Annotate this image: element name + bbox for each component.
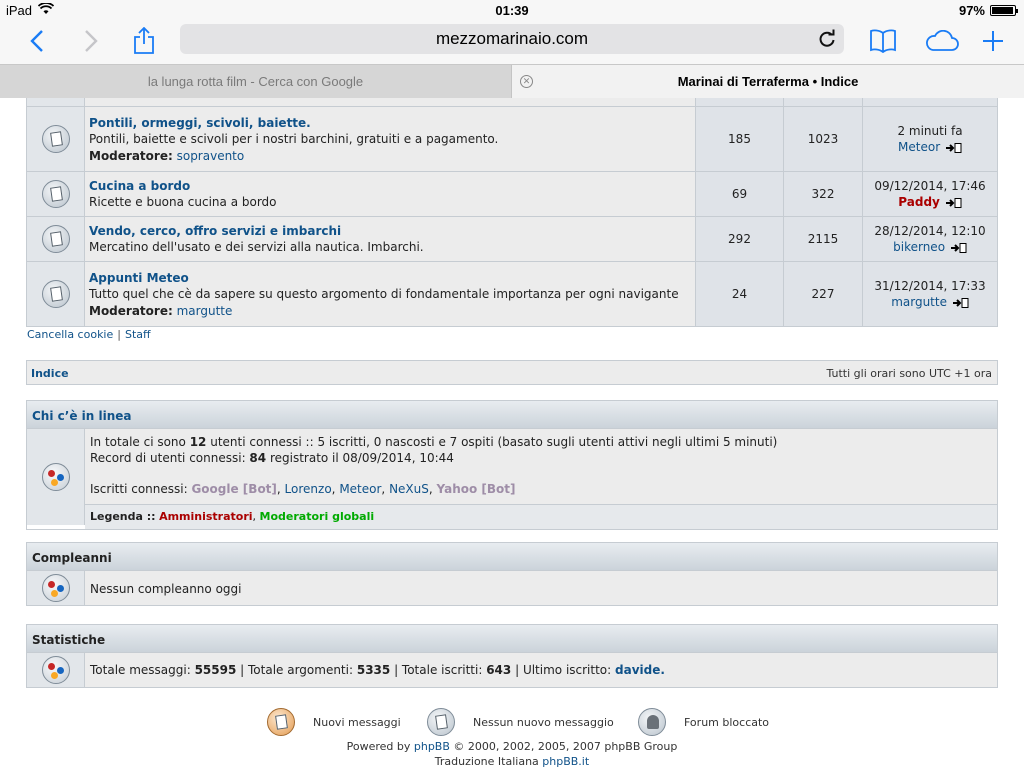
user-link[interactable]: NeXuS <box>389 482 429 496</box>
online-record: Record di utenti connessi: 84 registrato il 08/09/2014, 10:44 <box>90 451 454 465</box>
online-count: 12 <box>189 435 207 449</box>
last-post-user-link[interactable]: bikerneo <box>893 240 946 254</box>
online-info <box>85 429 997 529</box>
icon-legend <box>0 708 1024 738</box>
table-cell <box>696 98 784 107</box>
last-post <box>863 262 998 327</box>
indice-link[interactable]: Indice <box>31 367 69 380</box>
book-icon <box>869 29 897 53</box>
device-label: iPad <box>6 3 33 18</box>
last-post-user-link[interactable]: Paddy <box>898 195 940 209</box>
posts-count: 2115 <box>784 217 863 262</box>
topics-count: 185 <box>696 107 784 172</box>
legend-global-mods-link[interactable]: Moderatori globali <box>259 510 375 523</box>
legend-admin-link[interactable]: Amministratori <box>159 510 253 523</box>
forum-title-link[interactable]: Pontili, ormeggi, scivoli, baiette. <box>89 115 311 130</box>
forum-info <box>85 172 696 217</box>
tab-bar <box>0 64 1024 98</box>
battery-icon <box>990 5 1016 16</box>
topics-count: 292 <box>696 217 784 262</box>
go-to-last-post-icon[interactable] <box>946 143 962 153</box>
forum-info <box>85 217 696 262</box>
forum-row <box>27 107 998 172</box>
tab-google-search[interactable] <box>0 65 512 98</box>
total-topics: 5335 <box>356 663 391 677</box>
new-tab-button[interactable] <box>976 25 1010 57</box>
forum-icon-cell <box>27 217 85 262</box>
forum-description: Tutto quel che cè da sapere su questo argomento di fondamentale importanza per ogni navigante <box>89 286 679 301</box>
moderator-link[interactable]: margutte <box>176 303 233 318</box>
footer-links <box>27 328 151 341</box>
user-link[interactable]: Meteor <box>339 482 382 496</box>
table-cell <box>85 98 696 107</box>
page-content <box>0 98 1024 768</box>
new-posts-icon <box>267 708 295 736</box>
no-new-posts-icon <box>42 125 70 153</box>
forum-moderator <box>89 149 691 163</box>
phpbb-it-link[interactable]: phpBB.it <box>542 755 590 768</box>
reload-button[interactable] <box>816 28 838 50</box>
panel-body <box>27 653 997 687</box>
table-row-partial <box>27 98 998 107</box>
forum-icon-cell <box>27 107 85 172</box>
last-post <box>863 107 998 172</box>
birthdays-panel <box>26 542 998 606</box>
forum-info <box>85 107 696 172</box>
chevron-left-icon <box>29 29 45 53</box>
forum-title-link[interactable]: Appunti Meteo <box>89 270 189 285</box>
no-new-posts-icon <box>42 180 70 208</box>
forum-icon-cell <box>27 172 85 217</box>
last-post-time: 31/12/2014, 17:33 <box>874 279 986 293</box>
topics-count: 69 <box>696 172 784 217</box>
moderator-label: Moderatore: <box>89 303 173 318</box>
battery-percent: 97% <box>958 3 985 18</box>
forum-info <box>85 262 696 327</box>
forward-button[interactable] <box>74 25 108 57</box>
forum-moderator <box>89 304 691 318</box>
group-legend: Legenda :: Amministratori, Moderatori globali <box>85 504 997 529</box>
panel-icon-cell <box>27 653 85 687</box>
user-link[interactable]: Lorenzo <box>284 482 332 496</box>
posts-count: 322 <box>784 172 863 217</box>
registered-label: Iscritti connessi: <box>90 482 192 496</box>
phpbb-link[interactable]: phpBB <box>413 740 450 753</box>
panel-icon-cell <box>27 429 85 525</box>
newest-member-link[interactable]: davide. <box>615 663 665 677</box>
separator: | <box>117 328 121 341</box>
legend-item <box>427 708 614 736</box>
tab-marinai-indice[interactable] <box>512 65 1024 98</box>
tab-label: Marinai di Terraferma • Indice <box>677 74 859 89</box>
last-post-time: 28/12/2014, 12:10 <box>874 224 986 238</box>
no-new-posts-icon <box>427 708 455 736</box>
powered-by: Powered by phpBB © 2000, 2002, 2005, 2007 phpBB Group <box>346 740 678 753</box>
forum-description: Ricette e buona cucina a bordo <box>89 195 277 209</box>
user-link[interactable]: Yahoo [Bot] <box>436 482 516 496</box>
close-tab-icon[interactable]: ✕ <box>520 75 533 88</box>
forum-row <box>27 217 998 262</box>
legend-new-label: Nuovi messaggi <box>313 715 401 729</box>
user-link[interactable]: Google [Bot] <box>191 482 277 496</box>
timezone-info: Tutti gli orari sono UTC +1 ora <box>826 367 992 380</box>
status-bar <box>0 0 1024 22</box>
legend-item <box>267 708 401 736</box>
last-post-user-link[interactable]: margutte <box>891 295 947 309</box>
cloud-icon <box>924 30 960 52</box>
last-post-time: 09/12/2014, 17:46 <box>874 179 986 193</box>
statistics-title: Statistiche <box>27 625 997 653</box>
go-to-last-post-icon[interactable] <box>951 243 967 253</box>
no-new-posts-icon <box>42 225 70 253</box>
forum-row <box>27 172 998 217</box>
last-post-user-link[interactable]: Meteor <box>898 140 941 154</box>
navbar-indice <box>26 360 998 385</box>
delete-cookies-link[interactable]: Cancella cookie <box>27 328 114 341</box>
online-total: In totale ci sono 12 utenti connessi :: 5 iscritti, 0 nascosti e 7 ospiti (basato sugli utenti attivi negli ultimi 5 minuti) <box>90 435 778 449</box>
total-posts: 55595 <box>194 663 237 677</box>
legend-label: Legenda :: <box>90 510 156 523</box>
moderator-link[interactable]: sopravento <box>176 148 245 163</box>
statistics-text: Totale messaggi: 55595 | Totale argomenti: 5335 | Totale iscritti: 643 | Ultimo iscritto: davide. <box>85 653 997 687</box>
chevron-right-icon <box>83 29 99 53</box>
registered-online: Iscritti connessi: Google [Bot], Lorenzo, Meteor, NeXuS, Yahoo [Bot] <box>90 482 516 496</box>
statistics-panel <box>26 624 998 688</box>
url-text: mezzomarinaio.com <box>435 29 589 48</box>
who-is-online-title[interactable]: Chi c’è in linea <box>27 401 997 429</box>
forum-title-link[interactable]: Cucina a bordo <box>89 179 191 193</box>
moderator-label: Moderatore: <box>89 148 173 163</box>
panel-body <box>27 429 997 529</box>
last-post-time: 2 minuti fa <box>897 124 963 138</box>
legend-item <box>638 708 769 736</box>
users-online-icon <box>42 463 70 491</box>
share-button[interactable] <box>127 25 161 57</box>
birthdays-title: Compleanni <box>27 543 997 571</box>
table-cell <box>784 98 863 107</box>
forum-row <box>27 262 998 327</box>
legend-none-label: Nessun nuovo messaggio <box>473 715 614 729</box>
last-post <box>863 172 998 217</box>
go-to-last-post-icon[interactable] <box>953 298 969 308</box>
birthdays-text: Nessun compleanno oggi <box>85 571 997 605</box>
lock-icon <box>638 708 666 736</box>
go-to-last-post-icon[interactable] <box>946 198 962 208</box>
no-new-posts-icon <box>42 280 70 308</box>
icloud-tabs-button[interactable] <box>922 25 962 57</box>
translation-credit: Traduzione Italiana phpBB.it <box>434 755 590 768</box>
staff-link[interactable]: Staff <box>124 328 151 341</box>
forum-list <box>26 98 998 327</box>
address-bar[interactable] <box>180 24 844 54</box>
who-is-online-panel <box>26 400 998 530</box>
reload-icon <box>816 28 838 50</box>
browser-toolbar <box>0 22 1024 64</box>
plus-icon <box>981 29 1005 53</box>
total-members: 643 <box>486 663 512 677</box>
birthday-icon <box>42 574 70 602</box>
table-cell <box>27 98 85 107</box>
topics-count: 24 <box>696 262 784 327</box>
forum-description: Mercatino dell'usato e dei servizi alla nautica. Imbarchi. <box>89 240 424 254</box>
share-icon <box>133 27 155 55</box>
forum-icon-cell <box>27 262 85 327</box>
panel-icon-cell <box>27 571 85 605</box>
posts-count: 1023 <box>784 107 863 172</box>
last-post <box>863 217 998 262</box>
panel-body <box>27 571 997 605</box>
back-button[interactable] <box>20 25 54 57</box>
forum-description: Pontili, baiette e scivoli per i nostri barchini, gratuiti e a pagamento. <box>89 131 499 146</box>
posts-count: 227 <box>784 262 863 327</box>
tab-label: la lunga rotta film - Cerca con Google <box>147 74 364 89</box>
record-count: 84 <box>249 451 267 465</box>
clock: 01:39 <box>495 3 529 18</box>
table-cell <box>863 98 998 107</box>
statistics-icon <box>42 656 70 684</box>
forum-title-link[interactable]: Vendo, cerco, offro servizi e imbarchi <box>89 224 342 238</box>
bookmarks-button[interactable] <box>866 25 900 57</box>
legend-locked-label: Forum bloccato <box>684 715 770 729</box>
